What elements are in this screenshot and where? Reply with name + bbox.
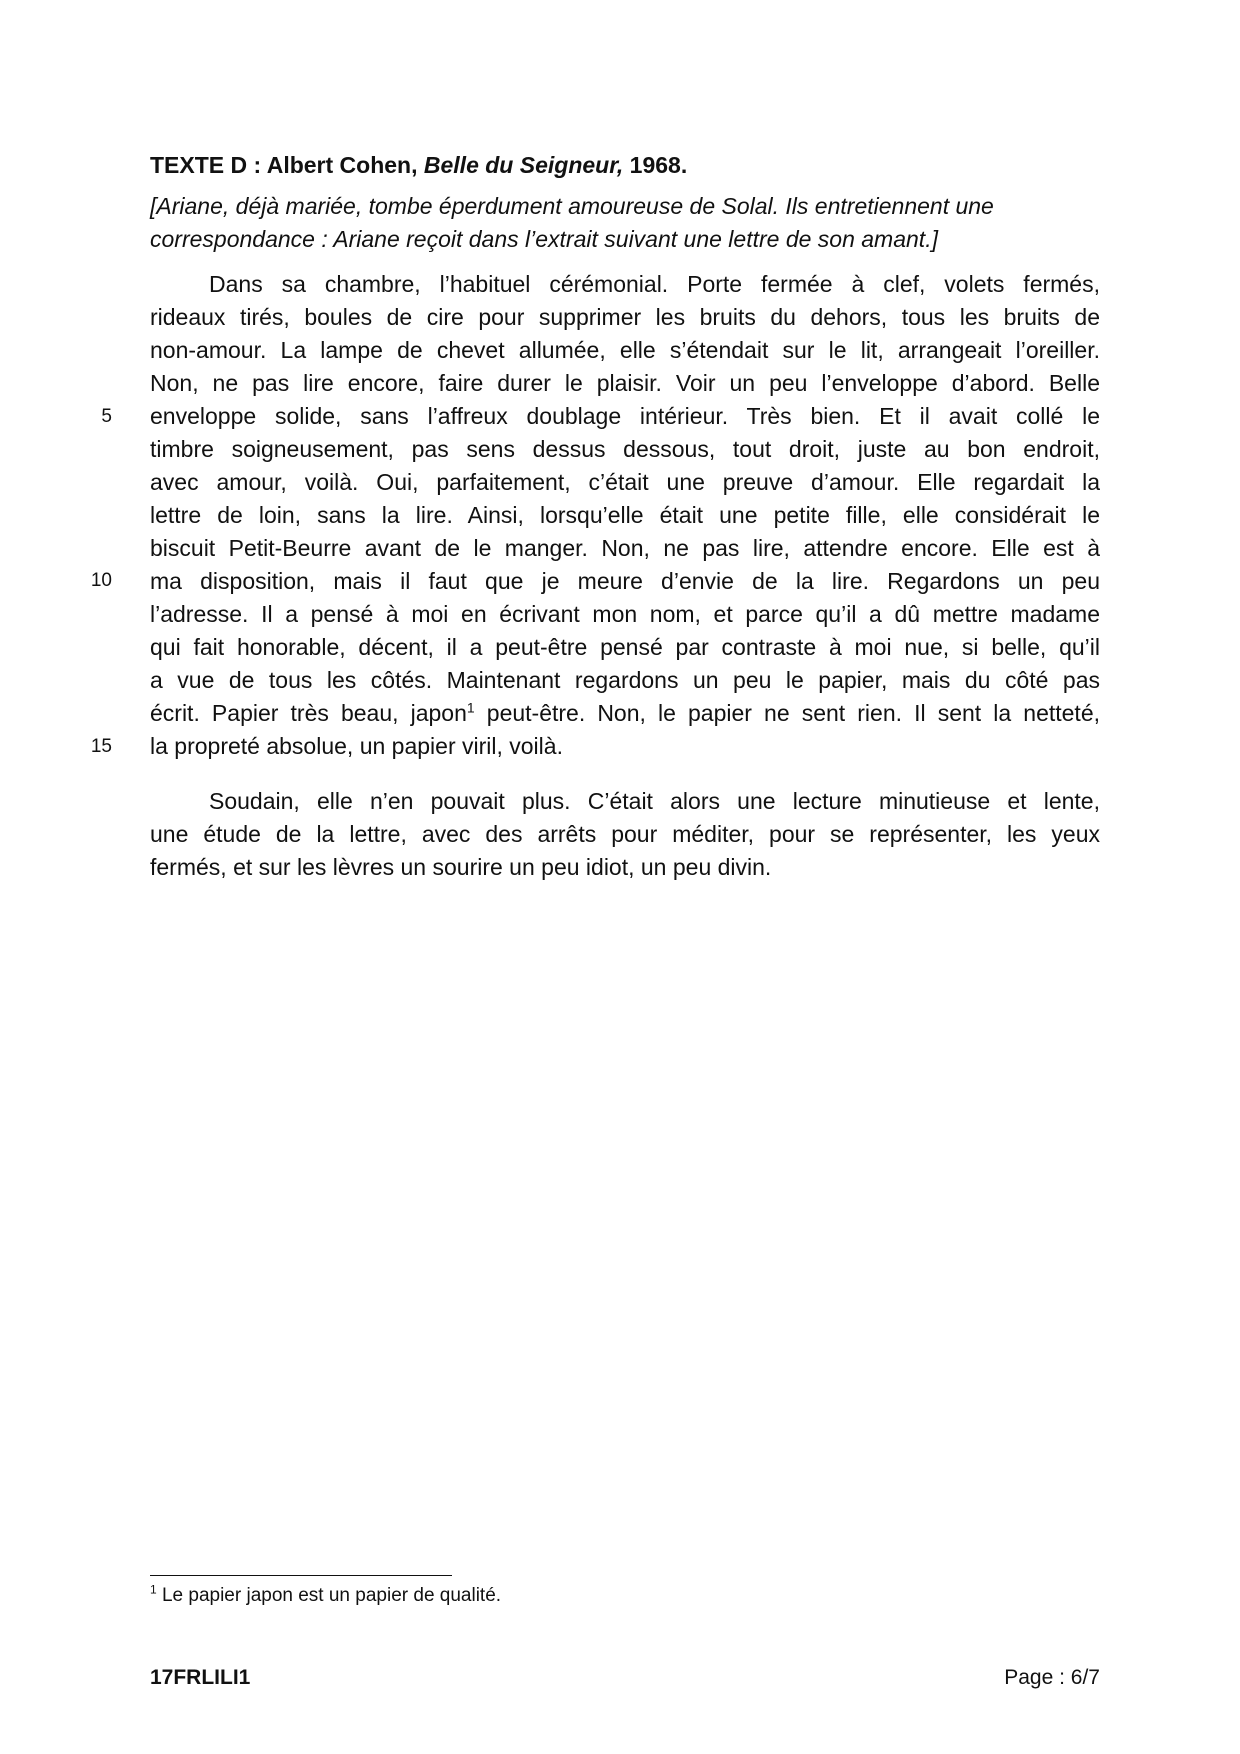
text-line: fermés, et sur les lèvres un sourire un peu idiot, un peu divin. (150, 854, 772, 880)
text-line: a vue de tous les côtés. Maintenant regardons un peu le papier, mais du côté pas (150, 667, 1100, 693)
line-number: 5 (101, 406, 112, 427)
text-line: Soudain, elle n’en pouvait plus. C’était alors une lecture minutieuse et lente, (209, 788, 1100, 814)
text-heading (150, 150, 687, 180)
paragraph-1 (150, 268, 1100, 763)
text-line: rideaux tirés, boules de cire pour supprimer les bruits du dehors, tous les bruits de (150, 304, 1100, 330)
paragraph-2 (150, 785, 1100, 884)
intro-line: [Ariane, déjà mariée, tombe éperdument amoureuse de Solal. Ils entretiennent une (150, 193, 994, 219)
heading-book-title: Belle du Seigneur, (423, 152, 624, 178)
text-line: qui fait honorable, décent, il a peut-être pensé par contraste à moi nue, si belle, qu’il (150, 634, 1100, 660)
footnote-reference: 1 (466, 699, 475, 716)
footnote-separator (150, 1575, 452, 1576)
footnote-text: Le papier japon est un papier de qualité. (156, 1585, 502, 1606)
text-line: non-amour. La lampe de chevet allumée, elle s’étendait sur le lit, arrangeait l’oreiller. (150, 337, 1100, 363)
text-line: ma disposition, mais il faut que je meure d’envie de la lire. Regardons un peu (150, 568, 1100, 594)
text-line: biscuit Petit-Beurre avant de le manger. Non, ne pas lire, attendre encore. Elle est à (150, 535, 1100, 561)
intro-context (150, 190, 1070, 256)
text-line: Dans sa chambre, l’habituel cérémonial. Porte fermée à clef, volets fermés, (209, 271, 1100, 297)
line-number: 15 (90, 736, 112, 757)
text-line: une étude de la lettre, avec des arrêts pour méditer, pour se représenter, les yeux (150, 821, 1100, 847)
line-text-after-note: peut-être. Non, le papier ne sent rien. Il sent la netteté, (474, 700, 1100, 726)
text-line: timbre soigneusement, pas sens dessus dessous, tout droit, juste au bon endroit, (150, 436, 1100, 462)
text-line: enveloppe solide, sans l’affreux doublage intérieur. Très bien. Et il avait collé le (150, 403, 1100, 429)
footnote (150, 1584, 501, 1608)
text-line-with-note (150, 697, 1100, 730)
text-line: la propreté absolue, un papier viril, voilà. (150, 733, 563, 759)
text-line: avec amour, voilà. Oui, parfaitement, c’était une preuve d’amour. Elle regardait la (150, 469, 1100, 495)
text-line: l’adresse. Il a pensé à moi en écrivant mon nom, et parce qu’il a dû mettre madame (150, 601, 1100, 627)
heading-author: TEXTE D : Albert Cohen, (150, 152, 424, 178)
heading-year: 1968. (623, 152, 688, 178)
text-line: lettre de loin, sans la lire. Ainsi, lorsqu’elle était une petite fille, elle considérait le (150, 502, 1100, 528)
line-text-before-note: écrit. Papier très beau, japon (150, 700, 467, 726)
text-line: Non, ne pas lire encore, faire durer le plaisir. Voir un peu l’enveloppe d’abord. Belle (150, 370, 1100, 396)
line-number: 10 (90, 570, 112, 591)
intro-line: correspondance : Ariane reçoit dans l’extrait suivant une lettre de son amant.] (150, 226, 938, 252)
page-number: Page : 6/7 (1004, 1666, 1100, 1689)
exam-code: 17FRLILI1 (150, 1666, 251, 1689)
footnote-marker: 1 (150, 1582, 157, 1597)
